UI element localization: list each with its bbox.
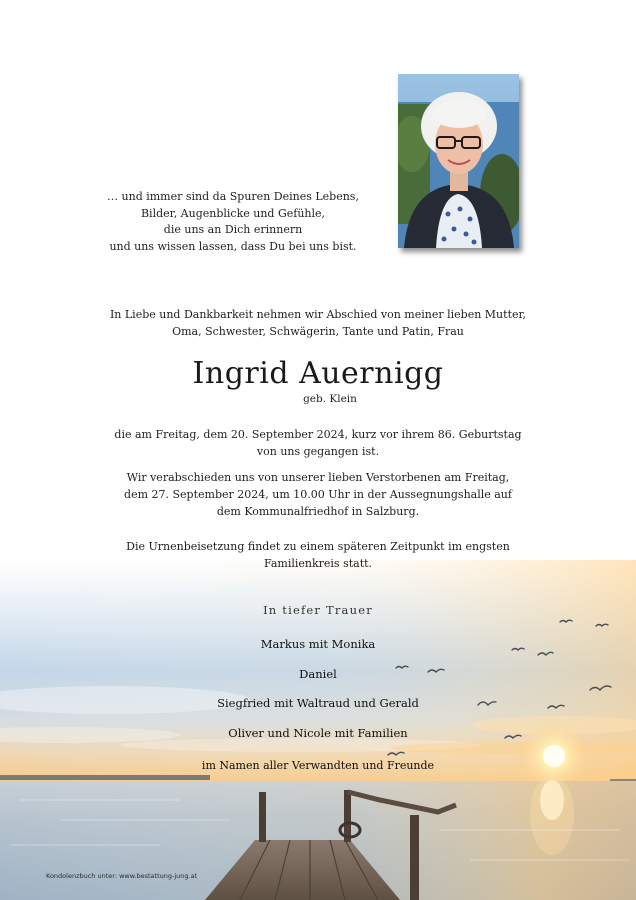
urn-burial-note	[0, 538, 636, 572]
mourner: Markus mit Monika	[260, 637, 376, 651]
quote-line: … und immer sind da Spuren Deines Lebens,	[107, 190, 359, 203]
urn-line: Die Urnenbeisetzung findet zu einem späteren Zeitpunkt im engsten	[126, 540, 510, 553]
portrait-photo	[398, 74, 519, 248]
mourner-relatives: im Namen aller Verwandten und Freunde	[201, 759, 435, 772]
mourner: Siegfried mit Waltraud und Gerald	[217, 696, 419, 710]
farewell-line: dem 27. September 2024, um 10.00 Uhr in der Aussegnungshalle auf	[124, 488, 512, 501]
intro-line: Oma, Schwester, Schwägerin, Tante und Patin, Frau	[172, 325, 464, 338]
quote-line: Bilder, Augenblicke und Gefühle,	[140, 206, 326, 220]
condolence-book-link[interactable]: Kondolenzbuch unter: www.bestattung-jung.at	[46, 872, 198, 880]
intro-line: In Liebe und Dankbarkeit nehmen wir Abschied von meiner lieben Mutter,	[109, 308, 527, 321]
death-notice-line: von uns gegangen ist.	[256, 445, 380, 458]
deceased-name: Ingrid Auernigg	[192, 356, 444, 391]
urn-line: Familienkreis statt.	[263, 557, 373, 570]
quote-block	[80, 189, 386, 255]
death-notice	[0, 426, 636, 460]
farewell-line: dem Kommunalfriedhof in Salzburg.	[216, 505, 420, 518]
mourning-heading: In tiefer Trauer	[263, 603, 373, 617]
farewell-ceremony	[0, 469, 636, 520]
birth-name: geb. Klein	[303, 393, 357, 405]
farewell-line: Wir verabschieden uns von unserer lieben Verstorbenen am Freitag,	[126, 471, 510, 484]
mourner: Daniel	[299, 667, 337, 681]
quote-line: und uns wissen lassen, dass Du bei uns bist.	[109, 239, 357, 253]
quote-line: die uns an Dich erinnern	[163, 223, 303, 236]
intro-text	[0, 306, 636, 340]
death-notice-line: die am Freitag, dem 20. September 2024, kurz vor ihrem 86. Geburtstag	[114, 428, 522, 441]
mourner: Oliver und Nicole mit Familien	[228, 726, 408, 740]
